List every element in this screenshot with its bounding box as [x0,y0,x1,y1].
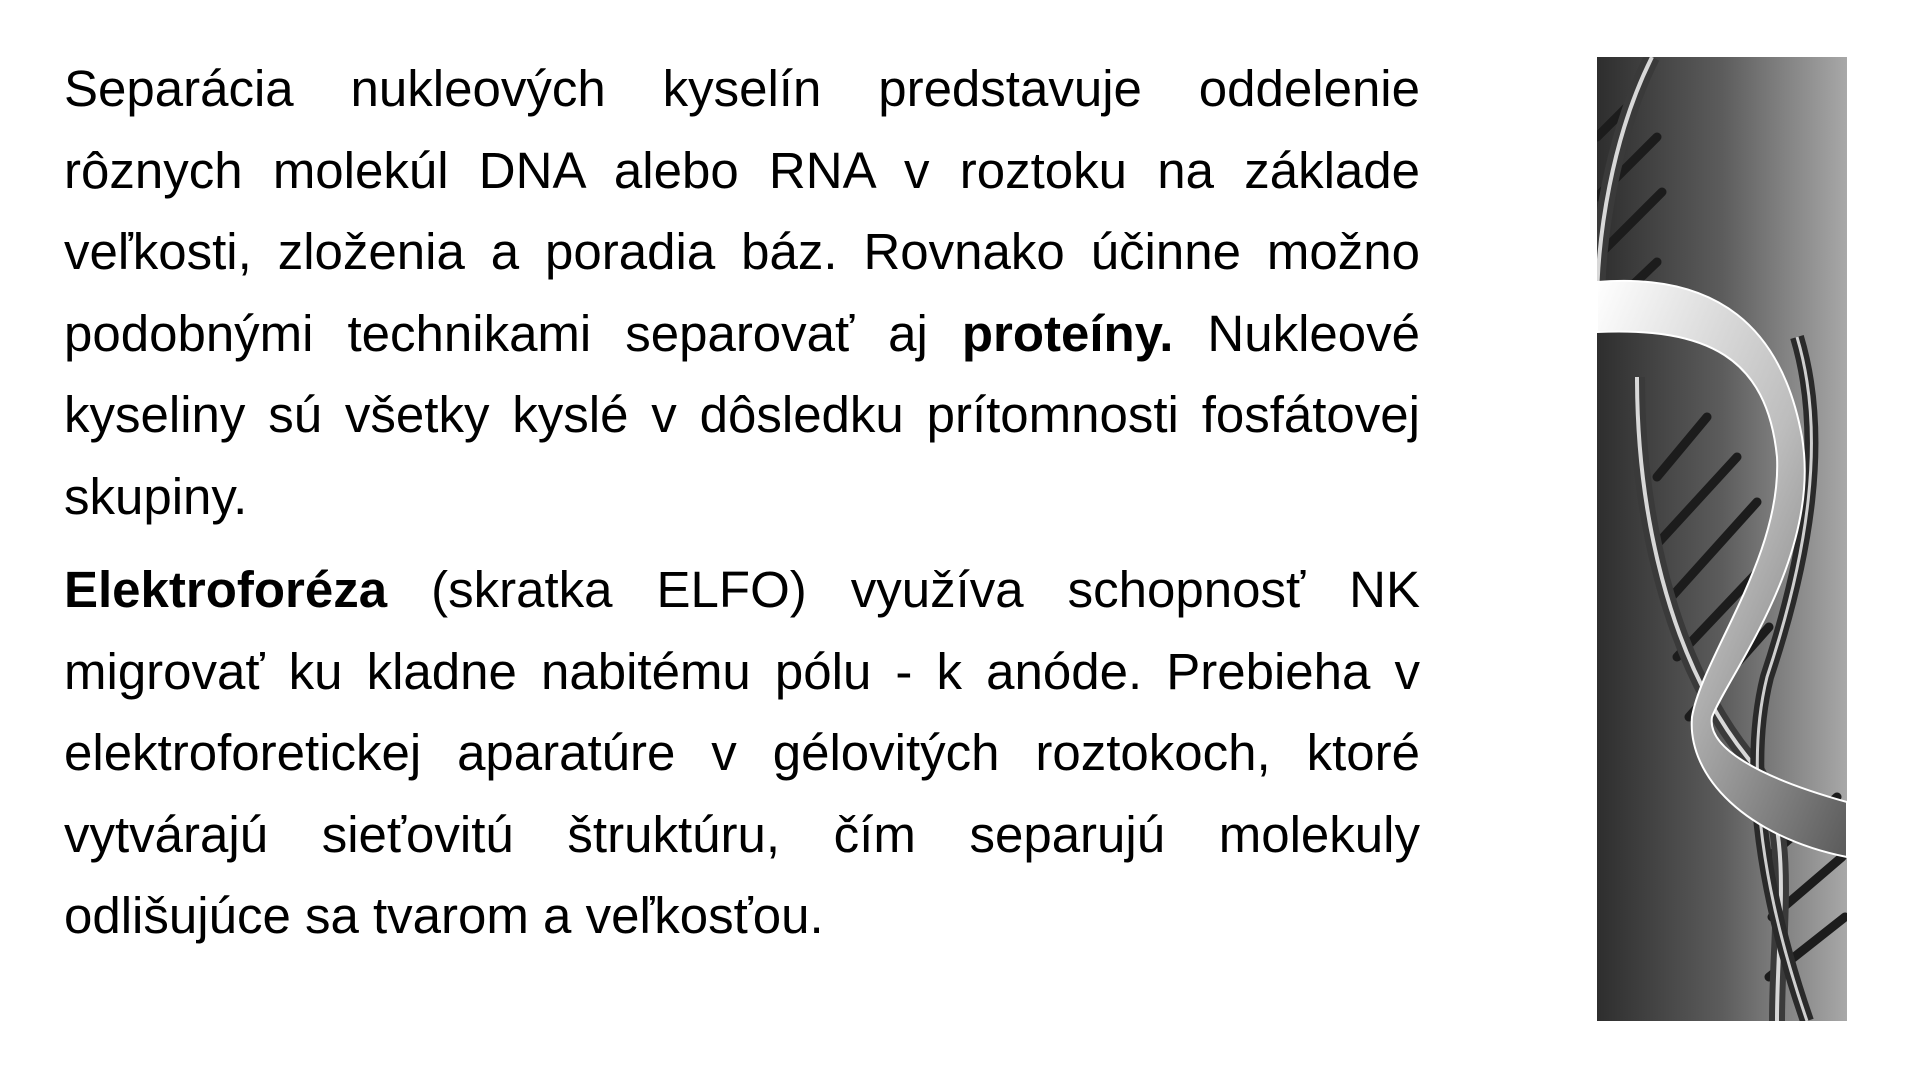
paragraph-separation [64,48,1420,537]
paragraph-electrophoresis-text: (skratka ELFO) využíva schopnosť NK migrovať ku kladne nabitému pólu - k anóde. Prebieha v elektroforetickej aparatúre v gélovitých roztokoch, ktoré vytvárajú sieťovitú štruktúru, čím separujú molekuly odlišujúce sa tvarom a veľkosťou. [64,561,1420,944]
paragraph-separation-text-2: Nukleové kyseliny sú všetky kyslé v dôsledku prítomnosti fosfátovej skupiny. [64,304,1420,525]
slide-text [64,48,1420,957]
dna-helix-image [1597,57,1847,1021]
paragraph-separation-text-1: Separácia nukleových kyselín predstavuje oddelenie rôznych molekúl DNA alebo RNA v roztoku na základe veľkosti, zloženia a poradia báz. Rovnako účinne možno podobnými technikami separovať aj [64,60,1420,362]
dna-helix-icon [1597,57,1847,1021]
electrophoresis-term: Elektroforéza [64,561,388,618]
proteins-term: proteíny. [961,304,1174,362]
paragraph-electrophoresis [64,549,1420,957]
